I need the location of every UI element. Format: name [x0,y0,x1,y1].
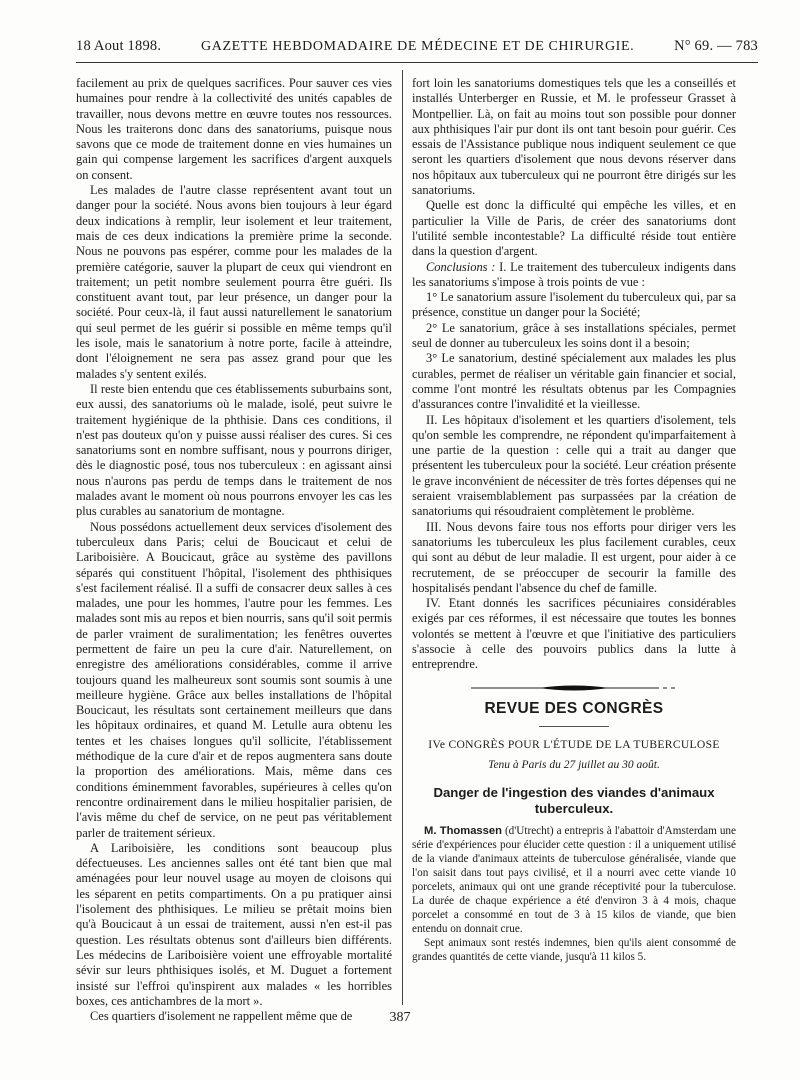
conclusion-item: IV. Etant donnés les sacrifices pécuniaires considérables exigés par ces réformes, il est nécessaire que toutes les bonnes volontés se mettent à l'œuvre et que l'initiative des particuliers s'associe à celle des pouvoirs publics dans la lutte à entreprendre. [412,596,736,672]
article-paragraph [412,825,736,936]
paragraph: Les malades de l'autre classe représentent avant tout un danger pour la société. Nous avons bien toujours à leur égard deux indications à remplir, leur isolement et leur traitement, mais de ces deux indications la première prime la seconde. Nous ne pouvons pas espérer, comme pour les malades de la première catégorie, sauver la plupart de ceux qui viendront en traitement; un petit nombre seulement pourra être guéri. Ils constituent avant tout, par leur présence, un danger pour la société. Pour ceux-là, il faut aussi naturellement le sanatorium qui seul permet de les guérir si possible en même temps qu'il les isole, mais le sanatorium à notre porte, facile à atteindre, dont l'éloignement ne sera pas assez grand pour que les malades s'y sentent exilés. [76,183,392,381]
author-name: M. Thomassen [424,825,502,838]
section-title: REVUE DES CONGRÈS [484,699,664,717]
left-column [76,76,392,1024]
paragraph: fort loin les sanatoriums domestiques tels que les a conseillés et installés Unterberger en Russie, et M. le professeur Grasset à Montpellier. Là, on fait au moins tout son possible pour donner aux phthisiques l'air pur dont ils ont tant besoin pour guérir. Ces essais de l'Assistance publique nous indiquent seulement ce que seront les quartiers d'isolement que nous devons réserver dans nos hôpitaux aux tuberculeux qui ne pourront être dirigés sur les sanatoriums. [412,76,736,198]
section-separator [539,726,609,727]
paragraph: Il reste bien entendu que ces établissements suburbains sont, eux aussi, des sanatoriums où le malade, isolé, peut suivre le traitement hygiénique de la phthisie. Dans ces conditions, il n'est pas douteux qu'on y puisse aussi réaliser des cures. Si ces sanatoriums sont en nombre suffisant, nous y pourrons diriger, dès le diagnostic posé, tous nos tuberculeux : en agissant ainsi nous n'aurons pas perdu de temps dans le traitement de nos malades avant le moment où nous pourrons envoyer les cas les plus curables au sanatorium de montagne. [76,381,392,519]
article-body [412,825,736,964]
header-date: 18 Aout 1898. [76,38,162,54]
paragraph: A Lariboisière, les conditions sont beaucoup plus défectueuses. Les anciennes salles ont été tant bien que mal aménagées pour leur nouvel usage au moyen de cloisons qui les séparent en petits compartiments. On a pu pratiquer ainsi l'isolement des phthisiques. Le milieu se prêtait moins bien qu'à Boucicaut à un essai de traitement, aussi n'en est-il pas question. Les résultats obtenus sont d'ailleurs bien différents. Les médecins de Lariboisière voient une effroyable mortalité sévir sur leurs phthisiques isolés, et M. Duguet a fortement insisté sur l'effroi qu'inspirent aux malades « les horribles boxes, ces antichambres de la mort ». [76,840,392,1008]
article-title: Danger de l'ingestion des viandes d'animaux tuberculeux. [433,785,715,817]
conclusion-item: 2° Le sanatorium, grâce à ses installations spéciales, permet seul de donner au tuberculeux les soins dont il a besoin; [412,320,736,351]
page-folio: 387 [389,1010,411,1025]
congress-title: IVe CONGRÈS POUR L'ÉTUDE DE LA TUBERCULOSE [428,737,720,751]
issue-page-number: N° 69. — 783 [674,38,758,54]
conclusion-item: III. Nous devons faire tous nos efforts pour diriger vers les sanatoriums les tuberculeux les plus facilement curables, ceux qui sont au début de leur maladie. Il est urgent, pour aider à ce recrutement, de se préoccuper de secourir la famille des hospitalisés pendant l'absence du chef de famille. [412,519,736,595]
article-paragraph: Sept animaux sont restés indemnes, bien qu'ils aient consommé de grandes quantités de cette viande, jusqu'à 11 kilos 5. [412,936,736,963]
paragraph: Ces quartiers d'isolement ne rappellent même que de [90,1009,353,1024]
right-column [412,76,736,1016]
ornamental-rule [469,683,679,693]
paragraph: Quelle est donc la difficulté qui empêche les villes, et en particulier la Ville de Paris, de créer des sanatoriums dont l'utilité semble incontestable? La difficulté réside tout entière dans la question d'argent. [412,198,736,259]
conclusion-item: 1° Le sanatorium assure l'isolement du tuberculeux qui, par sa présence, constitue un danger pour la Société; [412,290,736,320]
conclusions-text: I. Le traitement des tuberculeux indigents dans les sanatoriums s'impose à trois points de vue : [412,259,736,289]
paragraph: facilement au prix de quelques sacrifices. Pour sauver ces vies humaines pour rendre à la collectivité des unités capables de travailler, nous devons mettre en œuvre toutes nos ressources. Nous les traiterons donc dans des sanatoriums, puisque nous savons que ce mode de traitement donne en vies humaines un gain qui compense largement les sacrifices d'argent auxquels on consent. [76,76,392,182]
conclusion-item: 3° Le sanatorium, destiné spécialement aux malades les plus curables, permet de réaliser un véritable gain financier et social, comme l'ont montré les résultats obtenus par les Compagnies d'assurances contre l'invalidité et la vieillesse. [412,351,736,412]
conclusions-label: Conclusions : [426,259,496,274]
article-text: (d'Utrecht) a entrepris à l'abattoir d'Amsterdam une série d'expériences pour élucider cette question : il a uniquement utilisé de la viande d'animaux atteints de tuberculose généralisée, viande que l'on saisit dans tout pays civilisé, et il a nourri avec cette viande 10 porcelets, animaux qui ont une grande réceptivité pour la tuberculose. La durée de chaque expérience a été d'environ 3 à 4 mois, chaque porcelet a consommé en tout de 3 à 15 kilos de viande, que bien entendu on donnait crue. [412,825,736,935]
paragraph: Nous possédons actuellement deux services d'isolement des tuberculeux dans Paris; celui de Boucicaut et celui de Lariboisière. A Boucicaut, grâce au système des pavillons séparés qui constituent l'hôpital, l'isolement des phthisiques s'est facilement réalisé. Il a suffi de consacrer deux salles à ces malades, une pour les hommes, l'autre pour les femmes. Les malades sont mis au repos et bien nourris, sans qu'il soit permis de parler vraiment de suralimentation; les fenêtres ouvertes permettent de faire un peu la cure d'air. Naturellement, on enregistre des améliorations considérables, comme il arrive toujours quand les malheureux sont soumis sont soumis à une meilleure hygiène. Grâce aux belles installations de l'hôpital Boucicaut, les résultats sont certainement meilleurs que dans les hôpitaux ordinaires, et quand M. Letulle aura obtenu les tentes et les chaises longues qu'il sollicite, l'établissement méthodique de la cure d'air et de repos augmentera sans doute la proportion des améliorations. Mais, même dans ces conditions éminemment favorables, supérieures à celles qu'on rencontre ordinairement dans le milieu hospitalier parisien, de l'avis même du chef de service, on ne peut pas véritablement parler de traitement sérieux. [76,519,392,840]
conclusions-paragraph [412,260,736,291]
column-divider [402,70,403,1005]
running-header [76,38,758,60]
journal-title: GAZETTE HEBDOMADAIRE DE MÉDECINE ET DE CHIRURGIE. [201,39,635,54]
conclusion-item: II. Les hôpitaux d'isolement et les quartiers d'isolement, tels qu'on semble les comprendre, ne répondent qu'imparfaitement à une partie de la question : celle qui a trait au danger que présentent les tuberculeux pour la société. Leur création présente le grave inconvénient de nécessiter de très fortes dépenses qui ne seraient vraisemblablement pas surpassées par la création de sanatoriums qui résoudraient complètement le problème. [412,412,736,519]
congress-dates: Tenu à Paris du 27 juillet au 30 août. [488,759,660,772]
header-rule [76,62,758,63]
